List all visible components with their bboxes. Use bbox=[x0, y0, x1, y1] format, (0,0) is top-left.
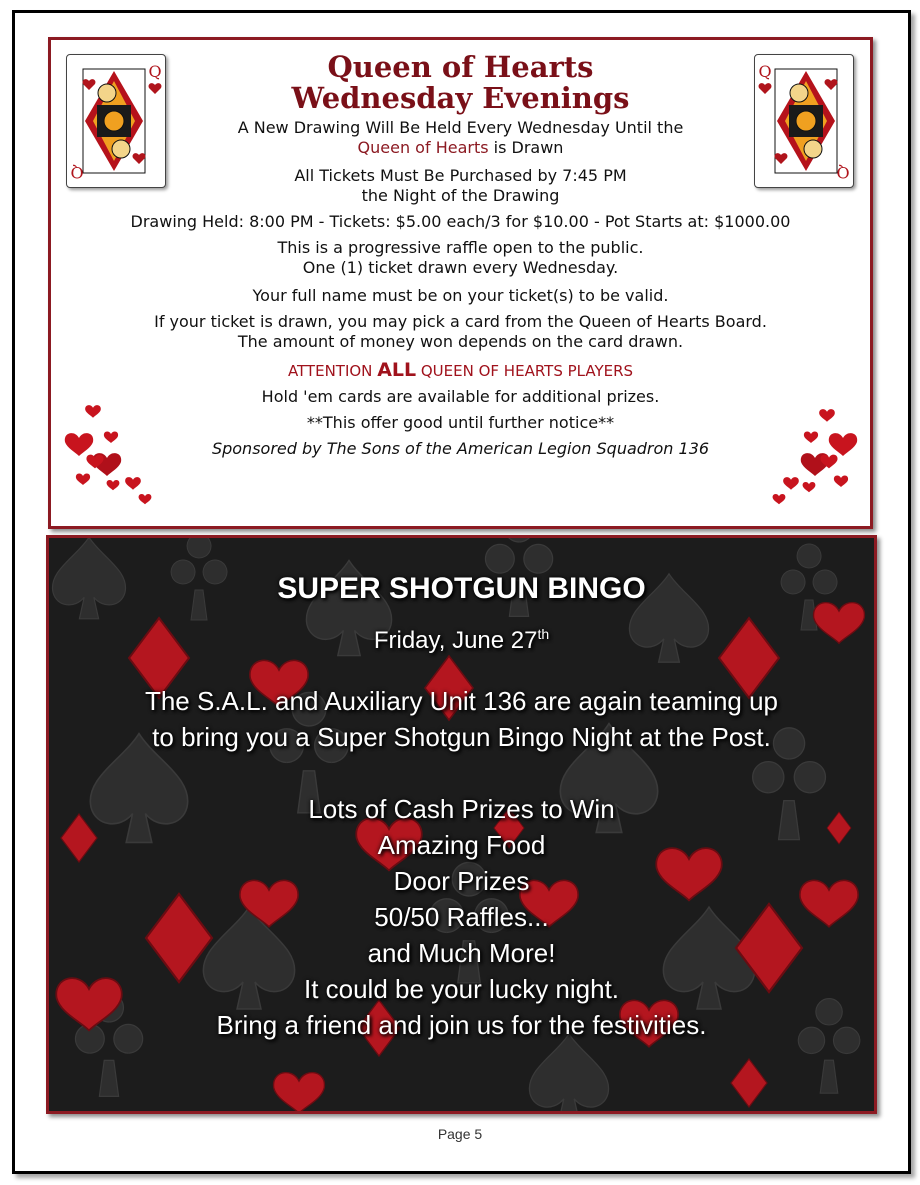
qoh-attention-suffix: QUEEN OF HEARTS PLAYERS bbox=[416, 362, 634, 380]
qoh-raffle-line1: This is a progressive raffle open to the public. bbox=[277, 238, 644, 257]
card-rank-top-right: Q bbox=[758, 62, 772, 81]
qoh-holdem: Hold 'em cards are available for additional prizes. bbox=[261, 387, 660, 406]
qoh-attention-all: ALL bbox=[377, 359, 417, 381]
qoh-tickets-line1: All Tickets Must Be Purchased by 7:45 PM bbox=[294, 166, 627, 185]
bingo-intro-line1: The S.A.L. and Auxiliary Unit 136 are again teaming up bbox=[144, 686, 779, 716]
qoh-raffle-line2: One (1) ticket drawn every Wednesday. bbox=[302, 258, 619, 277]
queen-of-hearts-panel bbox=[48, 37, 873, 529]
qoh-title-line1: Queen of Hearts bbox=[327, 50, 594, 84]
bingo-feature: 50/50 Raffles... bbox=[374, 902, 549, 932]
qoh-tickets-line2: the Night of the Drawing bbox=[361, 186, 560, 205]
qoh-drawing-details: Drawing Held: 8:00 PM - Tickets: $5.00 each/3 for $10.00 - Pot Starts at: $1000.00 bbox=[130, 212, 791, 231]
bingo-feature: Lots of Cash Prizes to Win bbox=[308, 794, 615, 824]
svg-text:Q: Q bbox=[836, 163, 850, 182]
bingo-feature: Door Prizes bbox=[393, 866, 530, 896]
queen-of-hearts-text bbox=[51, 40, 870, 459]
qoh-drawn-line2: The amount of money won depends on the card drawn. bbox=[237, 332, 684, 351]
qoh-intro bbox=[51, 118, 870, 158]
qoh-intro-highlight: Queen of Hearts bbox=[357, 138, 489, 157]
bingo-date-suffix: th bbox=[537, 626, 550, 642]
qoh-attention-prefix: ATTENTION bbox=[287, 362, 378, 380]
qoh-intro-suffix: is Drawn bbox=[488, 138, 564, 157]
qoh-title-line2: Wednesday Evenings bbox=[291, 81, 630, 115]
qoh-tickets bbox=[51, 166, 870, 206]
bingo-date bbox=[49, 620, 874, 655]
bingo-feature: Bring a friend and join us for the festivities. bbox=[216, 1010, 707, 1040]
bingo-date-main: Friday, June 27 bbox=[373, 627, 538, 654]
qoh-raffle bbox=[51, 238, 870, 278]
qoh-name-rule: Your full name must be on your ticket(s) to be valid. bbox=[252, 286, 669, 305]
bingo-intro-line2: to bring you a Super Shotgun Bingo Night at the Post. bbox=[152, 722, 771, 752]
bingo-feature: It could be your lucky night. bbox=[303, 974, 620, 1004]
bingo-text bbox=[49, 538, 874, 1043]
page-number: Page 5 bbox=[437, 1126, 483, 1142]
bingo-feature: Amazing Food bbox=[377, 830, 546, 860]
card-rank-top: Q bbox=[148, 62, 162, 81]
qoh-drawn bbox=[51, 312, 870, 352]
svg-text:Q: Q bbox=[70, 163, 84, 182]
bingo-panel bbox=[46, 535, 877, 1114]
qoh-intro-line1: A New Drawing Will Be Held Every Wednesday Until the bbox=[237, 118, 684, 137]
qoh-drawn-line1: If your ticket is drawn, you may pick a card from the Queen of Hearts Board. bbox=[154, 312, 767, 331]
qoh-offer: **This offer good until further notice** bbox=[306, 413, 615, 432]
qoh-title bbox=[51, 52, 870, 114]
bingo-title: SUPER SHOTGUN BINGO bbox=[277, 572, 646, 605]
qoh-attention bbox=[51, 360, 870, 381]
bingo-feature: and Much More! bbox=[367, 938, 556, 968]
qoh-sponsor: Sponsored by The Sons of the American Legion Squadron 136 bbox=[211, 439, 710, 458]
